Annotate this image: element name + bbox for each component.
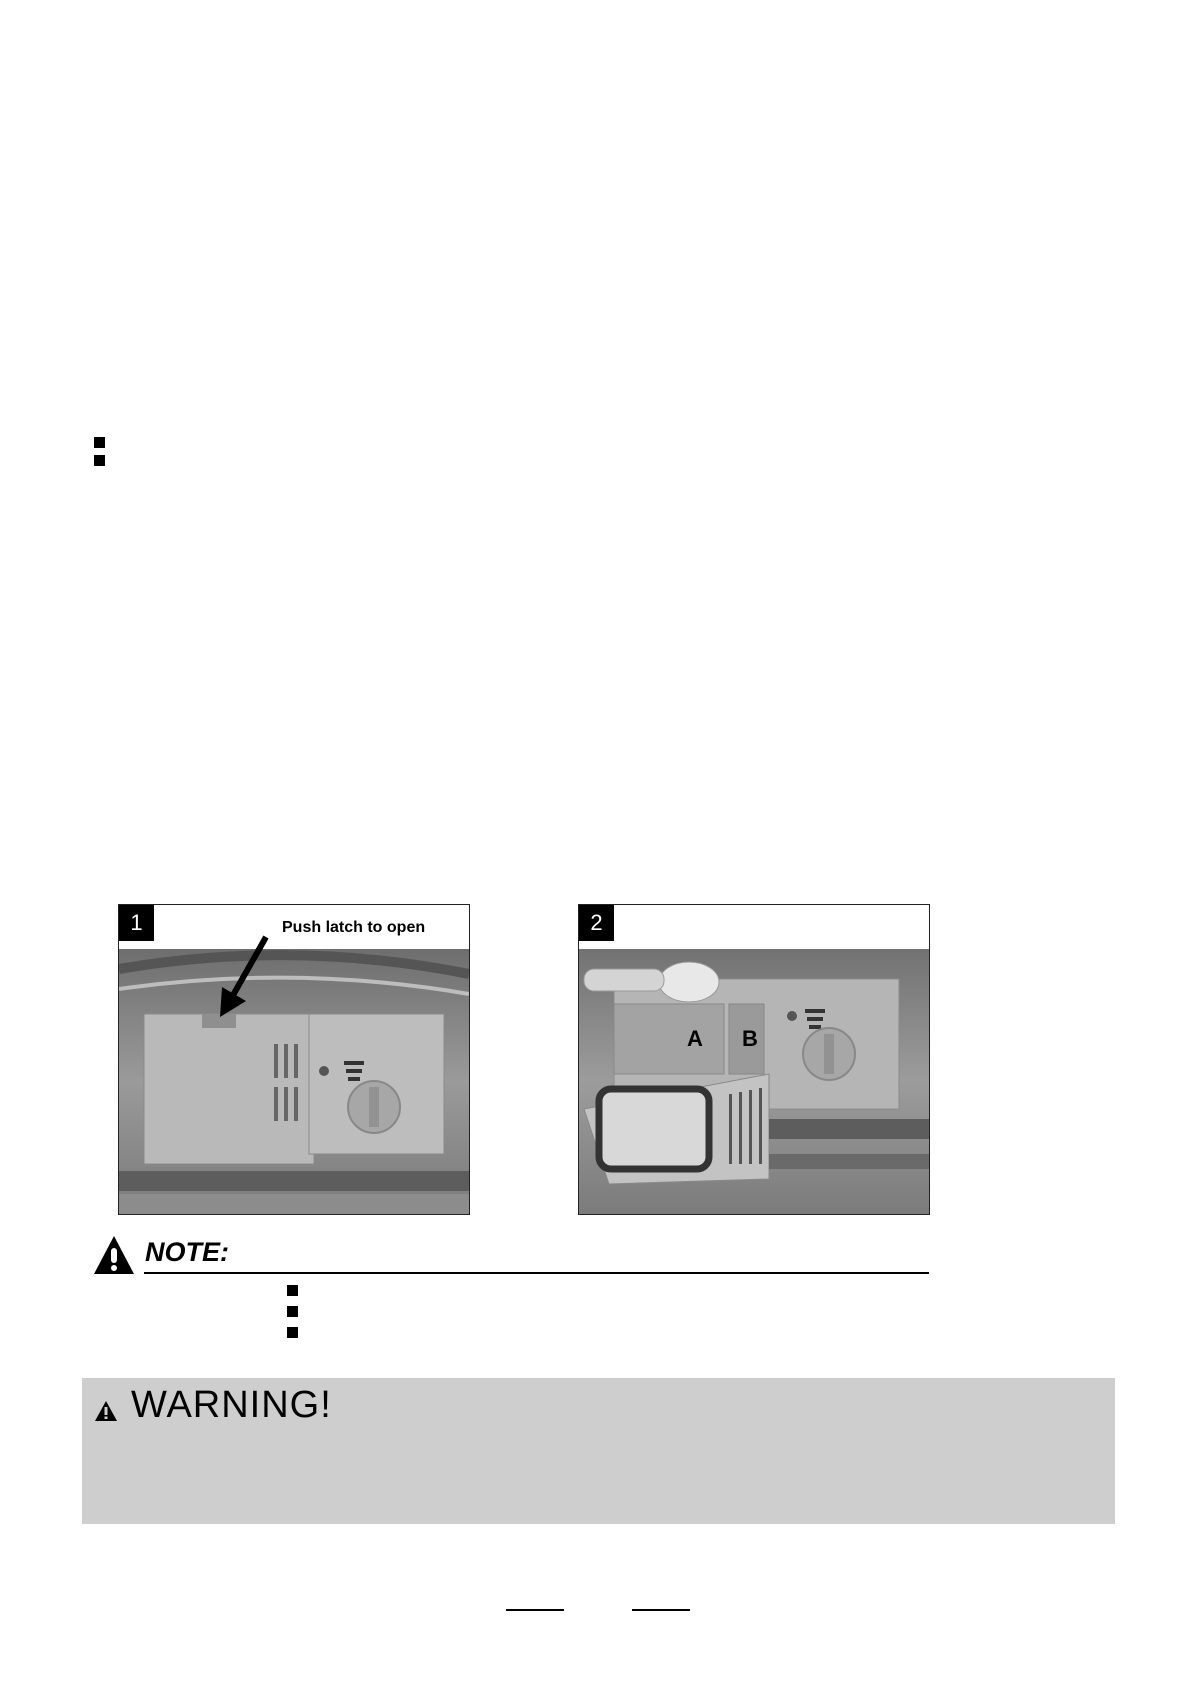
warning-title: WARNING!	[131, 1384, 332, 1426]
footer-rule	[506, 1609, 564, 1611]
compartment-label-a: A	[687, 1026, 703, 1051]
figure-2	[578, 904, 930, 1215]
bullet-square-icon	[287, 1306, 298, 1317]
footer-rule	[632, 1609, 690, 1611]
note-title: NOTE:	[145, 1237, 229, 1267]
bullet-square-icon	[94, 455, 105, 466]
warning-triangle-icon	[93, 1235, 135, 1275]
note-underline	[144, 1272, 929, 1274]
bullet-square-icon	[287, 1285, 298, 1296]
compartment-label-b: B	[742, 1026, 758, 1051]
dispenser-photo-closed	[119, 949, 469, 1214]
bullet-square-icon	[287, 1327, 298, 1338]
push-latch-callout: Push latch to open	[282, 919, 426, 936]
figure-number: 2	[579, 905, 614, 941]
figure-1	[118, 904, 470, 1215]
bullet-square-icon	[94, 437, 105, 448]
note-heading	[93, 1235, 929, 1275]
arrow-icon	[214, 935, 274, 1025]
warning-triangle-icon	[94, 1400, 118, 1422]
warning-box	[82, 1378, 1115, 1524]
figure-number: 1	[119, 905, 154, 941]
dispenser-photo-open	[579, 949, 929, 1214]
